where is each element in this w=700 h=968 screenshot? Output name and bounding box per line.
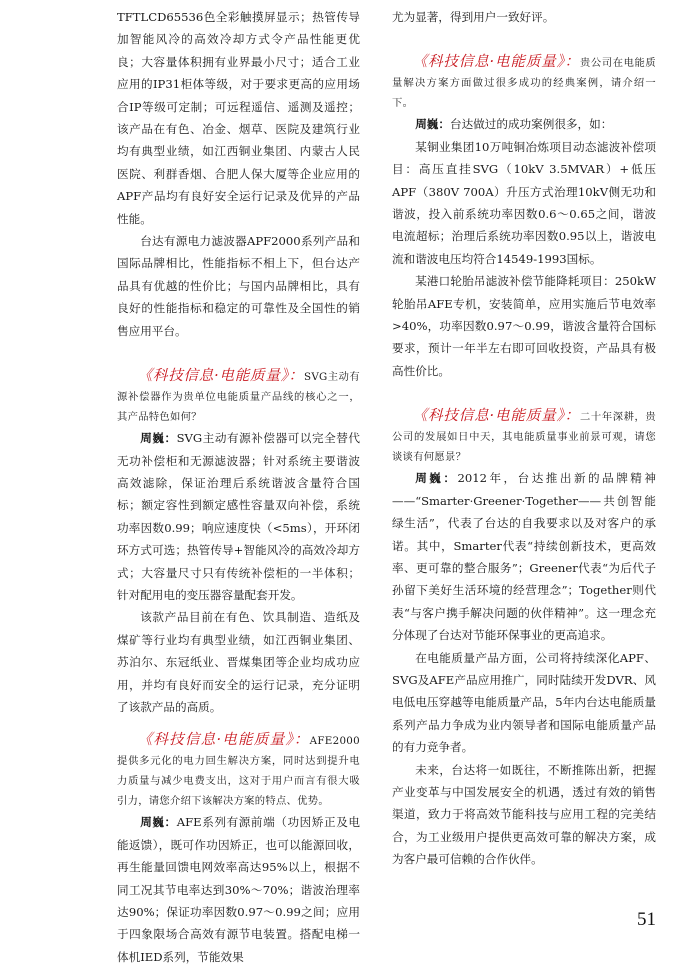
magazine-tag: 《科技信息·电能质量》： [137, 367, 304, 385]
case-paragraph: 某铜业集团10万吨铜冶炼项目动态滤波补偿项目：高压直挂SVG（10kV 3.5MVAR）+低压APF（380V 700A）升压方式治理10kV侧无功和谐波，投入前系统功率因数0.6～0.65之间，谐波电流超标；治理后系统功率因数0.95以上，谐波电流和谐波电压均符合14549-1993国标。 [392, 139, 656, 266]
magazine-tag: 《科技信息·电能质量》： [137, 731, 310, 749]
paragraph: 尤为显著，得到用户一致好评。 [392, 10, 555, 24]
paragraph: 台达有源电力滤波器APF2000系列产品和国际品牌相比，性能指标不相上下，但台达产品具有优越的性价比；与国内品牌相比，具有良好的性能指标和稳定的可靠性及全国性的销售应用平台。 [117, 234, 360, 338]
answer-paragraph [117, 427, 360, 606]
answer-paragraph [392, 113, 656, 135]
speaker-name: 周巍： [140, 431, 177, 446]
left-column [117, 6, 360, 968]
paragraph: 未来，台达将一如既往，不断推陈出新，把握产业变革与中国发展安全的机遇，透过有效的销售渠道，致力于将高效节能科技与应用工程的完美结合，为工业级用户提供更高效可靠的解决方案，成为客户最可信赖的合作伙伴。 [392, 762, 656, 867]
speaker-name: 周巍： [415, 117, 450, 132]
paragraph: TFTLCD65536色全彩触摸屏显示；热管传导加智能风冷的高效冷却方式令产品性能更优良；大容量体积拥有业界最小尺寸；适合工业应用的IP31柜体等级，对于要求更高的应用场合IP等级可定制；可远程遥信、遥测及遥控；该产品在有色、冶金、烟草、医院及建筑行业均有典型业绩，如江西铜业集团、内蒙古人民医院、利群香烟、合肥人保大厦等企业应用的APF产品均有良好安全运行记录及优异的产品性能。 [117, 10, 360, 226]
page-number: 51 [637, 909, 656, 930]
question-heading [117, 730, 360, 811]
answer-text: 2012年，台达推出新的品牌精神——“Smarter·Greener·Together——共创智能绿生活”，代表了台达的自我要求以及对客户的承诺。其中，Smarter代表“持续创新技术，更高效率、更可靠的整合服务”；Greener代表“为后代子孙留下美好生活环境的经营理念”；Together则代表“与客户携手解决问题的伙伴精神”。这一理念充分体现了台达对节能环保事业的更高追求。 [392, 471, 656, 643]
answer-paragraph [117, 811, 360, 968]
case-paragraph: 某港口轮胎吊滤波补偿节能降耗项目：250kW轮胎吊AFE专机，安装简单，应用实施后节电效率>40%，功率因数0.97～0.99，谐波含量符合国标要求，预计一年半左右即可回收投资，产品具有极高性价比。 [392, 274, 656, 378]
magazine-tag: 《科技信息·电能质量》： [412, 53, 581, 71]
question-heading [117, 366, 360, 427]
speaker-name: 周巍： [415, 471, 458, 486]
answer-paragraph [392, 467, 656, 646]
answer-text: SVG主动有源补偿器可以完全替代无功补偿柜和无源滤波器；针对系统主要谐波高效滤除，保证治理后系统谐波含量符合国标；额定容性到额定感性容量双向补偿，系统功率因数0.99；响应速度快（<5ms），开环闭环方式可选；热管传导+智能风冷的高效冷却方式；大容量尺寸只有传统补偿柜的一半体积；针对配用电的变压器容量配套开发。 [117, 431, 360, 602]
question-text: AFE2000提供多元化的电力回生解决方案，同时达到提升电力质量与减少电费支出，这对于用户而言有很大吸引力，请您介绍下该解决方案的特点、优势。 [117, 735, 360, 808]
magazine-tag: 《科技信息·电能质量》： [412, 407, 581, 425]
question-heading [392, 52, 656, 113]
paragraph: 该款产品目前在有色、饮具制造、造纸及煤矿等行业均有典型业绩，如江西铜业集团、苏泊尔、东冠纸业、晋煤集团等企业均成功应用，并均有良好而安全的运行记录，充分证明了该款产品的高质。 [117, 610, 360, 714]
speaker-name: 周巍： [140, 815, 177, 830]
answer-text: AFE系列有源前端（功因矫正及电能返馈），既可作功因矫正，也可以能源回收，再生能量回馈电网效率高达95%以上，根据不同工况其节电率达到30%～70%；谐波治理率达90%；保证功率因数0.97～0.99之间；应用于四象限场合高效有源节电装置。搭配电梯一体机IED系列，节能效果 [117, 815, 360, 964]
answer-text: 台达做过的成功案例很多，如： [449, 117, 613, 132]
question-text: SVG主动有源补偿器作为贵单位电能质量产品线的核心之一，其产品特色如何？ [117, 371, 360, 424]
question-text: 贵公司在电能质量解决方案方面做过很多成功的经典案例，请介绍一下。 [392, 57, 656, 110]
right-column [392, 6, 656, 871]
question-text: 二十年深耕，贵公司的发展如日中天，其电能质量事业前景可观，请您谈谈有何愿景？ [392, 411, 656, 464]
question-heading [392, 406, 656, 467]
paragraph: 在电能质量产品方面，公司将持续深化APF、SVG及AFE产品应用推广，同时陆续开发DVR、风电低电压穿越等电能质量产品，5年内台达电能质量系列产品力争成为业内领导者和国际电能质量产品的有力竞争者。 [392, 650, 656, 755]
